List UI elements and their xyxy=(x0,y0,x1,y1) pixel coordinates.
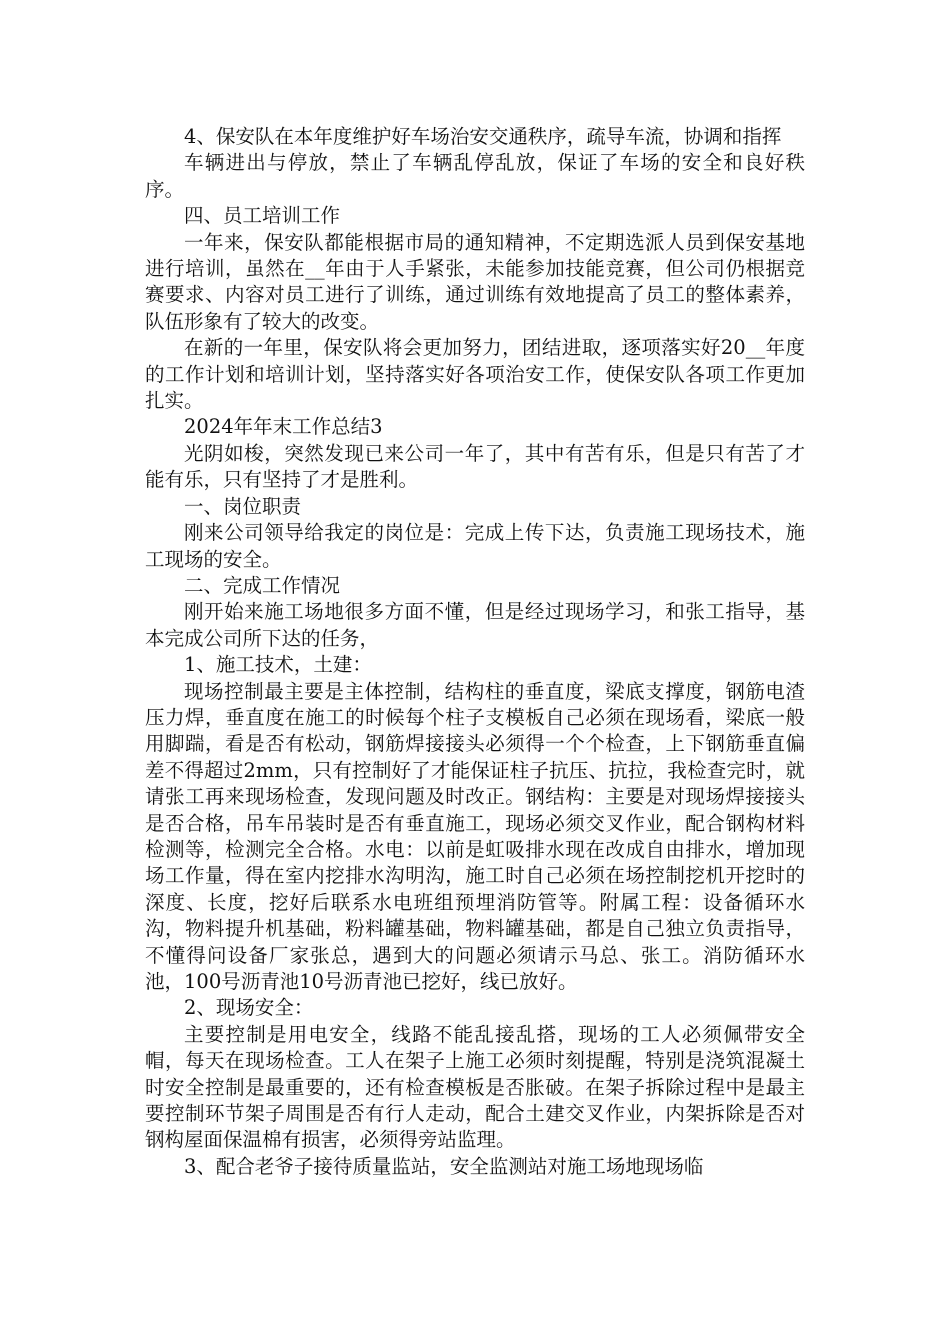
paragraph-intro: 光阴如梭，突然发现已来公司一年了，其中有苦有乐，但是只有苦了才能有乐，只有坚持了才是胜利。 xyxy=(145,441,805,492)
paragraph-work-completed: 刚开始来施工场地很多方面不懂，但是经过现场学习，和张工指导，基本完成公司所下达的任务， xyxy=(145,600,805,650)
paragraph-training-year: 一年来，保安队都能根据市局的通知精神，不定期选派人员到保安基地进行培训，虽然在__年由于人手紧张，未能参加技能竞赛，但公司仍根据竞赛要求、内容对员工进行了训练，通过训练有效地提高了员工的整体素养，队伍形象有了较大的改变。 xyxy=(145,230,805,333)
paragraph-inspection: 3、配合老爷子接待质量监站，安全监测站对施工场地现场临 xyxy=(184,1154,704,1178)
paragraph-job-duties: 刚来公司领导给我定的岗位是：完成上传下达，负责施工现场技术，施工现场的安全。 xyxy=(145,521,805,571)
heading-staff-training: 四、员工培训工作 xyxy=(184,204,341,228)
heading-job-duties: 一、岗位职责 xyxy=(184,494,302,518)
paragraph-site-safety: 主要控制是用电安全，线路不能乱接乱搭，现场的工人必须佩带安全帽，每天在现场检查。工人在架子上施工必须时刻提醒，特别是浇筑混凝土时安全控制是最重要的，还有检查模板是否胀破。在架子拆除过程中是最主要控制环节架子周围是否有行人走动，配合土建交叉作业，内架拆除是否对钢构屋面保温棉有损害，必须得旁站监理。 xyxy=(145,1022,805,1152)
document-body xyxy=(145,124,805,1180)
heading-summary-3: 2024年年末工作总结3 xyxy=(184,415,383,439)
heading-construction-tech: 1、施工技术，土建： xyxy=(184,653,372,677)
paragraph-vehicle-order: 车辆进出与停放，禁止了车辆乱停乱放，保证了车场的安全和良好秩序。 xyxy=(145,151,805,201)
heading-work-completed: 二、完成工作情况 xyxy=(184,573,341,597)
heading-site-safety: 2、现场安全： xyxy=(184,996,314,1020)
paragraph-security-traffic: 4、保安队在本年度维护好车场治安交通秩序，疏导车流，协调和指挥 xyxy=(184,125,782,148)
paragraph-new-year-plan: 在新的一年里，保安队将会更加努力，团结进取，逐项落实好20__年度的工作计划和培训计划，坚持落实好各项治安工作，使保安队各项工作更加扎实。 xyxy=(145,336,805,413)
paragraph-construction-tech: 现场控制最主要是主体控制，结构柱的垂直度，梁底支撑度，钢筋电渣压力焊，垂直度在施工的时候每个柱子支模板自己必须在现场看，梁底一般用脚踹，看是否有松动，钢筋焊接接头必须得一个个检查，上下钢筋垂直偏差不得超过2mm，只有控制好了才能保证柱子抗压、抗拉，我检查完时，就请张工再来现场检查，发现问题及时改正。钢结构：主要是对现场焊接接头是否合格，吊车吊装时是否有垂直施工，现场必须交叉作业，配合钢构材料检测等，检测完全合格。水电：以前是虹吸排水现在改成自由排水，增加现场工作量，得在室内挖排水沟明沟，施工时自己必须在场控制挖机开挖时的深度、长度，挖好后联系水电班组预埋消防管等。附属工程：设备循环水沟，物料提升机基础，粉料罐基础，物料罐基础，都是自己独立负责指导，不懂得问设备厂家张总，遇到大的问题必须请示马总、张工。消防循环水池，100号沥青池10号沥青池已挖好，线已放好。 xyxy=(145,679,805,993)
